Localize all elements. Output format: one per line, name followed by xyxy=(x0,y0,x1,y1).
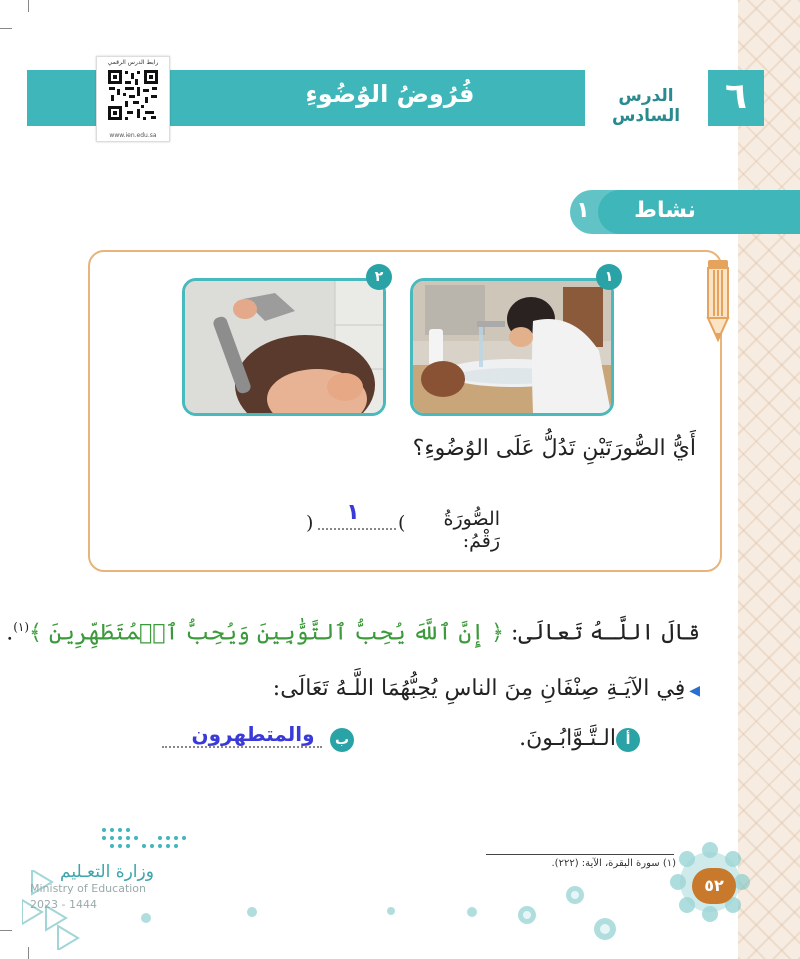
lesson-number: ٦ xyxy=(708,70,764,126)
ministry-name-arabic: وزارة التعـليم xyxy=(60,862,154,882)
photo-1-number: ١ xyxy=(596,264,622,290)
answer-blank[interactable] xyxy=(318,528,396,530)
photo-showering xyxy=(182,278,386,416)
activity-question: أَيُّ الصُّورَتَيْنِ تَدُلُّ عَلَى الوُضُوءِ؟ xyxy=(412,436,696,461)
flower-icon xyxy=(516,904,538,926)
crop-mark xyxy=(0,28,12,29)
option-b-answer: والمتطهرون xyxy=(191,722,315,746)
answer-prompt: الصُّورَةُ رَقْمُ: xyxy=(443,508,500,552)
flower-icon xyxy=(246,906,258,918)
ministry-name-english: Ministry of Education xyxy=(30,882,147,895)
footnote-reference: (١) xyxy=(13,620,30,634)
qr-label: رابط الدرس الرقمي xyxy=(107,59,159,66)
qr-url: www.ien.edu.sa xyxy=(109,132,157,139)
verse-text: إِنَّ ٱللَّهَ يُحِبُّ ٱلتَّوَّٰبِينَ وَيُحِبُّ ٱلۡمُتَطَهِّرِينَ xyxy=(48,620,485,646)
crop-mark xyxy=(28,0,29,12)
photo-2-number: ٢ xyxy=(366,264,392,290)
lesson-label: الدرس السادس xyxy=(611,86,681,126)
exercise-instruction xyxy=(230,676,700,701)
ministry-logo-dots-icon xyxy=(100,826,192,856)
footnote: (١) سورة البقرة، الآية: (٢٢٢). xyxy=(551,858,676,869)
flower-icon xyxy=(386,906,396,916)
face-washing-image xyxy=(413,281,611,413)
photo-face-washing xyxy=(410,278,614,416)
crop-mark xyxy=(0,930,12,931)
verse-bracket-close: ﴾ xyxy=(29,620,42,646)
flower-icon xyxy=(140,912,152,924)
verse-end-mark: . xyxy=(6,620,14,646)
decorative-pattern-strip xyxy=(738,0,800,959)
paren-close: ) xyxy=(306,512,314,534)
flower-icon xyxy=(466,906,478,918)
option-a-badge: أ xyxy=(616,728,640,752)
ministry-year: 2023 - 1444 xyxy=(30,898,97,911)
flower-icon xyxy=(564,884,586,906)
page-number: ٥٢ xyxy=(692,868,736,904)
verse-bracket-open: ﴿ xyxy=(491,620,505,646)
lesson-title: فُرُوضُ الوُضُوءِ xyxy=(305,80,475,108)
activity-label: نشاط xyxy=(634,198,696,223)
verse-intro: قالَ اللَّـهُ تَعالَى: xyxy=(511,620,700,646)
paren-open: ( xyxy=(398,512,406,534)
showering-image xyxy=(185,281,383,413)
answer-value: ١ xyxy=(346,500,360,525)
pencil-icon xyxy=(706,258,730,342)
exercise-text: فِي الآيَـةِ صِنْفَانِ مِنَ الناسِ يُحِبُّهُمَا اللَّـهُ تَعَالَى: xyxy=(272,676,686,701)
qr-code-card[interactable] xyxy=(96,56,170,142)
flower-icon xyxy=(592,916,618,942)
triangle-bullet-icon: ◀ xyxy=(689,683,700,699)
footnote-rule xyxy=(486,854,674,855)
activity-number: ١ xyxy=(576,198,590,223)
option-b-badge: ب xyxy=(330,728,354,752)
option-a-text: الـتَّـوَّابُـونَ. xyxy=(519,726,616,751)
option-b-blank[interactable] xyxy=(162,746,322,748)
qr-code-icon xyxy=(107,69,159,121)
verse-line xyxy=(6,620,700,646)
